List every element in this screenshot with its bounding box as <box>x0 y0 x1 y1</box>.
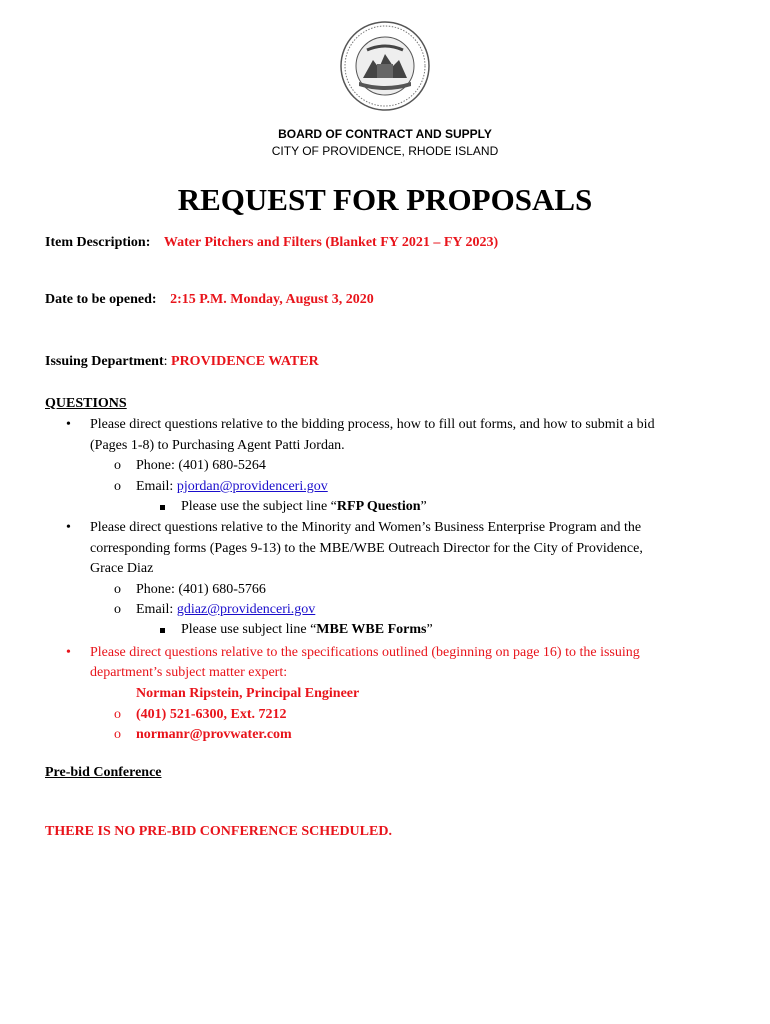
open-circle-bullet-icon: o <box>114 602 121 617</box>
city-name: CITY OF PROVIDENCE, RHODE ISLAND <box>271 144 499 158</box>
b1-subject-bold: RFP Question <box>336 499 421 514</box>
bullet-icon: • <box>66 520 71 535</box>
b2-line3: Grace Diaz <box>90 561 154 576</box>
b1-line1: Please direct questions relative to the bidding process, how to fill out forms, and how to submit a bid <box>90 417 655 432</box>
b2-subject-post: ” <box>426 622 433 637</box>
b2-line2: corresponding forms (Pages 9-13) to the MBE/WBE Outreach Director for the City of Providence, <box>90 541 643 556</box>
b2-line1: Please direct questions relative to the Minority and Women’s Business Enterprise Program and the <box>90 520 642 535</box>
b1-phone: Phone: (401) 680-5264 <box>136 458 266 473</box>
open-circle-bullet-icon: o <box>114 458 121 473</box>
issuing-department-row <box>45 354 319 370</box>
issuing-department-label: Issuing Department <box>45 354 164 369</box>
item-description-value: Water Pitchers and Filters (Blanket FY 2021 – FY 2023) <box>163 235 499 250</box>
b1-subject-post: ” <box>420 499 427 514</box>
issuing-department-value: PROVIDENCE WATER <box>171 354 319 369</box>
board-name: BOARD OF CONTRACT AND SUPPLY <box>278 127 492 141</box>
b1-email-label: Email: <box>136 479 177 494</box>
open-circle-bullet-icon: o <box>114 707 121 722</box>
questions-heading: QUESTIONS <box>45 396 127 411</box>
bullet-icon: • <box>66 645 71 660</box>
page-title: REQUEST FOR PROPOSALS <box>177 182 593 217</box>
open-circle-bullet-icon: o <box>114 582 121 597</box>
b3-email: normanr@provwater.com <box>136 727 292 742</box>
b2-subject-pre: Please use subject line “ <box>181 622 317 637</box>
item-description-label: Item Description: <box>45 235 151 250</box>
b1-email-link[interactable]: pjordan@providenceri.gov <box>176 479 328 494</box>
b2-email-label: Email: <box>136 602 177 617</box>
b1-subject-pre: Please use the subject line “ <box>181 499 337 514</box>
prebid-notice: THERE IS NO PRE-BID CONFERENCE SCHEDULED. <box>45 824 392 839</box>
open-date-value: 2:15 P.M. Monday, August 3, 2020 <box>170 292 374 307</box>
prebid-heading: Pre-bid Conference <box>45 765 162 780</box>
item-description-row <box>45 235 498 251</box>
b2-email-row <box>136 602 315 618</box>
b3-line2: department’s subject matter expert: <box>90 665 288 680</box>
b3-phone: (401) 521-6300, Ext. 7212 <box>136 707 287 722</box>
b1-line2: (Pages 1-8) to Purchasing Agent Patti Jordan. <box>90 438 345 453</box>
open-date-label: Date to be opened: <box>45 292 157 307</box>
b3-line1: Please direct questions relative to the specifications outlined (beginning on page 16) to the issuing <box>90 645 640 660</box>
open-circle-bullet-icon: o <box>114 479 121 494</box>
b3-contact-name: Norman Ripstein, Principal Engineer <box>136 686 360 701</box>
open-circle-bullet-icon: o <box>114 727 121 742</box>
b2-phone: Phone: (401) 680-5766 <box>136 582 266 597</box>
bullet-icon: • <box>66 417 71 432</box>
b2-subject-bold: MBE WBE Forms <box>316 622 427 637</box>
square-bullet-icon <box>160 505 165 510</box>
b2-email-link[interactable]: gdiaz@providenceri.gov <box>176 602 316 617</box>
square-bullet-icon <box>160 628 165 633</box>
b1-email-row <box>136 479 328 495</box>
b2-subject <box>181 622 433 638</box>
b1-subject <box>181 499 427 515</box>
open-date-row <box>45 292 374 308</box>
city-seal-icon <box>339 20 431 112</box>
issuing-department-colon: : <box>163 354 168 369</box>
